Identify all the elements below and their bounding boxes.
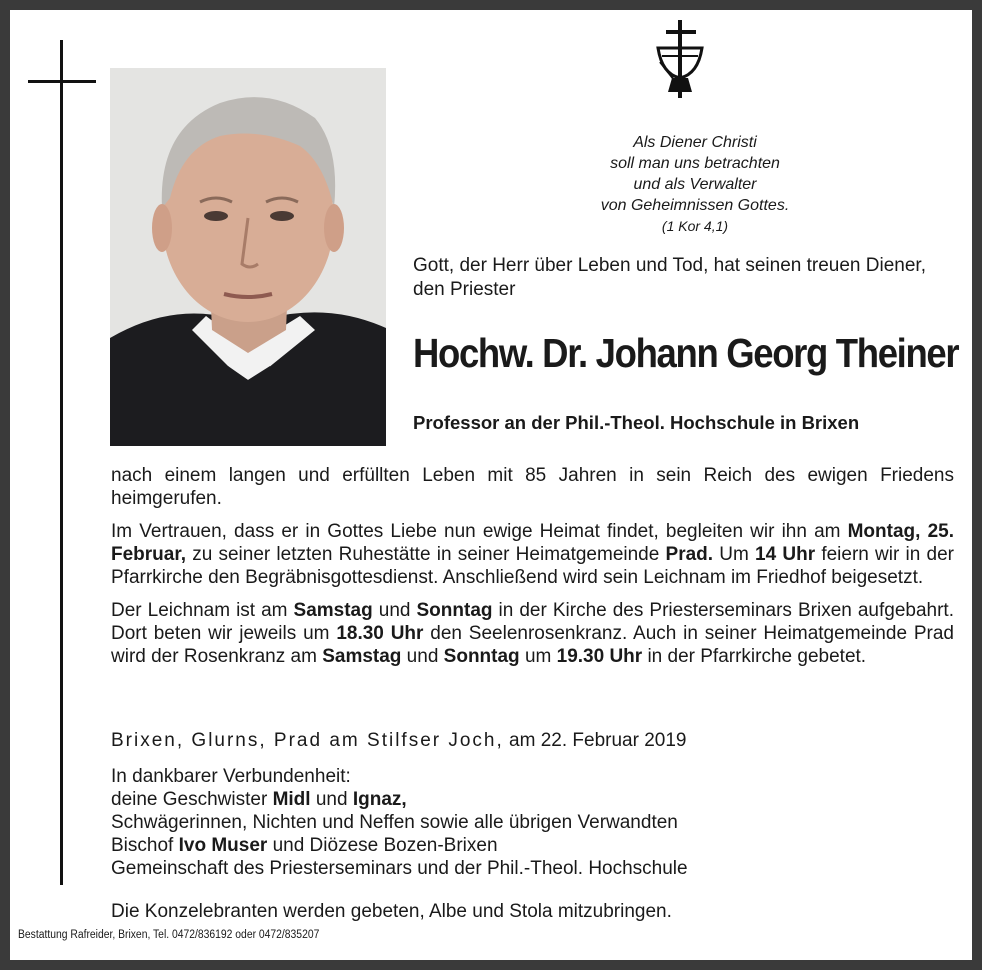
time: 18.30 Uhr: [336, 623, 424, 644]
obituary-sheet: [10, 10, 972, 960]
text: in der Pfarrkirche gebetet.: [642, 646, 867, 667]
portrait-photo: [110, 68, 386, 446]
signatures: [111, 765, 954, 880]
text: deine Geschwister: [111, 789, 273, 810]
text: Der Leichnam ist am: [111, 600, 294, 621]
signature-line: Gemeinschaft des Priesterseminars und der Phil.-Theol. Hochschule: [111, 858, 688, 879]
funeral-home-footer: Bestattung Rafreider, Brixen, Tel. 0472/836192 oder 0472/835207: [18, 929, 320, 941]
text: Um: [713, 544, 756, 565]
text: und: [372, 600, 417, 621]
text: und Diözese Bozen-Brixen: [267, 835, 498, 856]
text: in der Kirche des Priesterseminars Brixen aufgebahrt. Dort beten wir jeweils um: [111, 600, 954, 644]
sibling-name: Ignaz,: [352, 789, 407, 810]
paragraph-announcement: nach einem langen und erfüllten Leben mit 85 Jahren in sein Reich des ewigen Friedens heimgerufen.: [111, 465, 954, 509]
text: Bischof: [111, 835, 179, 856]
time: 19.30 Uhr: [556, 646, 643, 667]
bible-quote: [530, 132, 860, 237]
text: Im Vertrauen, dass er in Gottes Liebe nun ewige Heimat findet, begleiten wir ihn am: [111, 521, 848, 542]
day: Sonntag: [416, 600, 493, 621]
quote-line: von Geheimnissen Gottes.: [600, 197, 790, 214]
funeral-time: 14 Uhr: [755, 544, 816, 565]
sibling-name: Midl: [272, 789, 311, 810]
bishop-name: Ivo Muser: [178, 835, 268, 856]
day: Samstag: [293, 600, 373, 621]
text: und: [401, 646, 444, 667]
cross-horizontal: [28, 80, 96, 83]
paragraph-rosary: [111, 599, 954, 668]
day: Sonntag: [443, 646, 520, 667]
chalice-cross-icon: [652, 18, 708, 100]
text: und: [310, 789, 353, 810]
funeral-date: Montag, 25. Februar,: [111, 521, 954, 565]
signature-line: [111, 834, 954, 857]
concelebrants-note: Die Konzelebranten werden gebeten, Albe und Stola mitzubringen.: [111, 901, 672, 922]
deceased-role: Professor an der Phil.-Theol. Hochschule in Brixen: [413, 412, 860, 433]
date: am 22. Februar 2019: [503, 730, 687, 751]
intro-text: Gott, der Herr über Leben und Tod, hat seinen treuen Diener, den Priester: [413, 255, 926, 300]
quote-line: soll man uns betrachten: [610, 155, 780, 172]
deceased-name: Hochw. Dr. Johann Georg Theiner: [413, 330, 959, 376]
place-date-line: [111, 729, 954, 752]
places: Brixen, Glurns, Prad am Stilfser Joch,: [111, 730, 504, 751]
quote-line: und als Verwalter: [633, 176, 757, 193]
day: Samstag: [322, 646, 402, 667]
text: um: [519, 646, 557, 667]
signature-line: [111, 788, 954, 811]
signature-line: In dankbarer Verbundenheit:: [111, 766, 351, 787]
quote-reference: (1 Kor 4,1): [661, 218, 729, 234]
text: den Seelenrosenkranz. Auch in seiner Heimatgemeinde Prad wird der Rosenkranz am: [111, 623, 954, 667]
quote-line: Als Diener Christi: [633, 134, 757, 151]
paragraph-funeral: [111, 520, 954, 589]
signature-line: Schwägerinnen, Nichten und Neffen sowie alle übrigen Verwandten: [111, 812, 678, 833]
text: feiern wir in der Pfarrkirche den Begräbnisgottesdienst. Anschließend wird sein Leichnam im Friedhof beigesetzt.: [111, 544, 954, 588]
obituary-body: [111, 464, 954, 678]
cross-vertical: [60, 40, 63, 885]
text: zu seiner letzten Ruhestätte in seiner Heimatgemeinde: [185, 544, 666, 565]
funeral-place: Prad.: [665, 544, 714, 565]
